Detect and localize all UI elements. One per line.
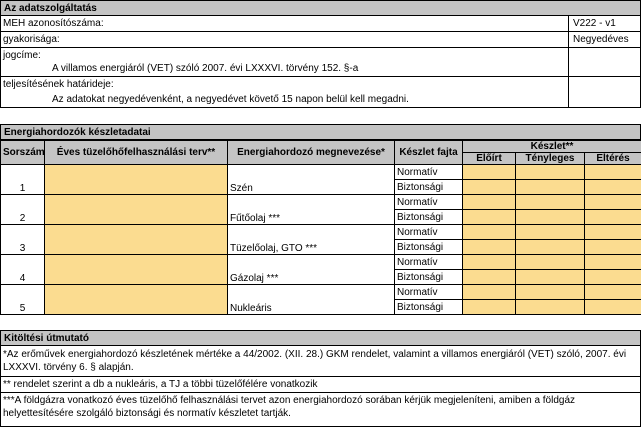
elteres-input[interactable] — [585, 195, 641, 210]
legal-basis-text: A villamos energiáról (VET) szóló 2007. évi LXXXVI. törvény 152. §-a — [52, 63, 359, 74]
header-eloirt: Előírt — [463, 153, 516, 165]
elteres-input[interactable] — [585, 225, 641, 240]
stock-type-biztonsagi: Biztonsági — [395, 240, 463, 255]
table-row — [1, 255, 641, 270]
header-fajta: Készlet fajta — [395, 141, 463, 165]
eloirt-input[interactable] — [463, 255, 516, 270]
frequency-value: Negyedéves — [573, 34, 629, 45]
stock-type-normativ: Normatív — [395, 285, 463, 300]
section-title-adatszolgaltatas: Az adatszolgáltatás — [0, 0, 641, 16]
meh-label: MEH azonosítószáma: — [3, 18, 104, 29]
tenyleges-input[interactable] — [516, 270, 585, 285]
energy-carrier-name: Szén — [228, 165, 395, 195]
header-terv: Éves tüzelőhőfelhasználási terv** — [45, 141, 228, 165]
stock-type-normativ: Normatív — [395, 195, 463, 210]
row-number: 3 — [1, 225, 45, 255]
tenyleges-input[interactable] — [516, 300, 585, 315]
table-row — [1, 165, 641, 180]
table-row — [1, 285, 641, 300]
annual-plan-input[interactable] — [45, 255, 228, 285]
eloirt-input[interactable] — [463, 300, 516, 315]
table-row — [1, 225, 641, 240]
eloirt-input[interactable] — [463, 285, 516, 300]
elteres-input[interactable] — [585, 285, 641, 300]
note-3: ***A földgázra vonatkozó éves tüzelőhő felhasználási tervet azon energiahordozó sorában kérjük megjeleníteni, amiben a földgáz helyettesítésére szolgáló biztonsági és normatív készletet tartják. — [3, 395, 576, 419]
deadline-text: Az adatokat negyedévenként, a negyedévet követő 15 napon belül kell megadni. — [52, 94, 409, 105]
elteres-input[interactable] — [585, 165, 641, 180]
eloirt-input[interactable] — [463, 180, 516, 195]
stock-type-biztonsagi: Biztonsági — [395, 210, 463, 225]
column-divider — [568, 16, 569, 108]
deadline-label: teljesítésének határideje: — [3, 79, 114, 90]
stock-type-biztonsagi: Biztonsági — [395, 180, 463, 195]
stock-type-normativ: Normatív — [395, 165, 463, 180]
elteres-input[interactable] — [585, 210, 641, 225]
energy-carrier-name: Gázolaj *** — [228, 255, 395, 285]
tenyleges-input[interactable] — [516, 210, 585, 225]
header-elteres: Eltérés — [585, 153, 641, 165]
eloirt-input[interactable] — [463, 165, 516, 180]
eloirt-input[interactable] — [463, 210, 516, 225]
stock-type-biztonsagi: Biztonsági — [395, 270, 463, 285]
stock-type-normativ: Normatív — [395, 225, 463, 240]
legal-basis-label: jogcíme: — [3, 50, 41, 61]
elteres-input[interactable] — [585, 300, 641, 315]
stock-table — [0, 140, 641, 315]
tenyleges-input[interactable] — [516, 240, 585, 255]
tenyleges-input[interactable] — [516, 195, 585, 210]
annual-plan-input[interactable] — [45, 195, 228, 225]
row-divider — [0, 47, 641, 48]
row-divider — [0, 31, 641, 32]
tenyleges-input[interactable] — [516, 180, 585, 195]
eloirt-input[interactable] — [463, 225, 516, 240]
stock-type-biztonsagi: Biztonsági — [395, 300, 463, 315]
eloirt-input[interactable] — [463, 240, 516, 255]
annual-plan-input[interactable] — [45, 225, 228, 255]
row-number: 5 — [1, 285, 45, 315]
elteres-input[interactable] — [585, 255, 641, 270]
section-title-keszletadatok: Energiahordozók készletadatai — [0, 124, 641, 140]
elteres-input[interactable] — [585, 240, 641, 255]
header-sorszam: Sorszám — [1, 141, 45, 165]
tenyleges-input[interactable] — [516, 255, 585, 270]
annual-plan-input[interactable] — [45, 165, 228, 195]
elteres-input[interactable] — [585, 270, 641, 285]
stock-type-normativ: Normatív — [395, 255, 463, 270]
tenyleges-input[interactable] — [516, 285, 585, 300]
row-number: 4 — [1, 255, 45, 285]
annual-plan-input[interactable] — [45, 285, 228, 315]
section-title-kitoltesi: Kitöltési útmutató — [0, 330, 641, 346]
elteres-input[interactable] — [585, 180, 641, 195]
meh-value: V222 - v1 — [573, 18, 616, 29]
header-megnevezes: Energiahordozó megnevezése* — [228, 141, 395, 165]
energy-carrier-name: Fűtőolaj *** — [228, 195, 395, 225]
row-divider — [0, 392, 641, 393]
energy-carrier-name: Nukleáris — [228, 285, 395, 315]
table-row — [1, 195, 641, 210]
header-tenyleges: Tényleges — [516, 153, 585, 165]
note-1: *Az erőművek energiahordozó készletének mértéke a 44/2002. (XII. 28.) GKM rendelet, valamint a villamos energiáról (VET) szóló, 2007. évi LXXXVI. törvény 6. § alapján. — [3, 349, 627, 373]
row-number: 2 — [1, 195, 45, 225]
tenyleges-input[interactable] — [516, 165, 585, 180]
note-2: ** rendelet szerint a db a nukleáris, a TJ a többi tüzelőfélére vonatkozik — [3, 379, 318, 390]
header-keszlet: Készlet** — [463, 141, 641, 153]
row-divider — [0, 376, 641, 377]
row-number: 1 — [1, 165, 45, 195]
frequency-label: gyakorisága: — [3, 34, 60, 45]
eloirt-input[interactable] — [463, 195, 516, 210]
tenyleges-input[interactable] — [516, 225, 585, 240]
eloirt-input[interactable] — [463, 270, 516, 285]
energy-carrier-name: Tüzelőolaj, GTO *** — [228, 225, 395, 255]
row-divider — [0, 76, 641, 77]
